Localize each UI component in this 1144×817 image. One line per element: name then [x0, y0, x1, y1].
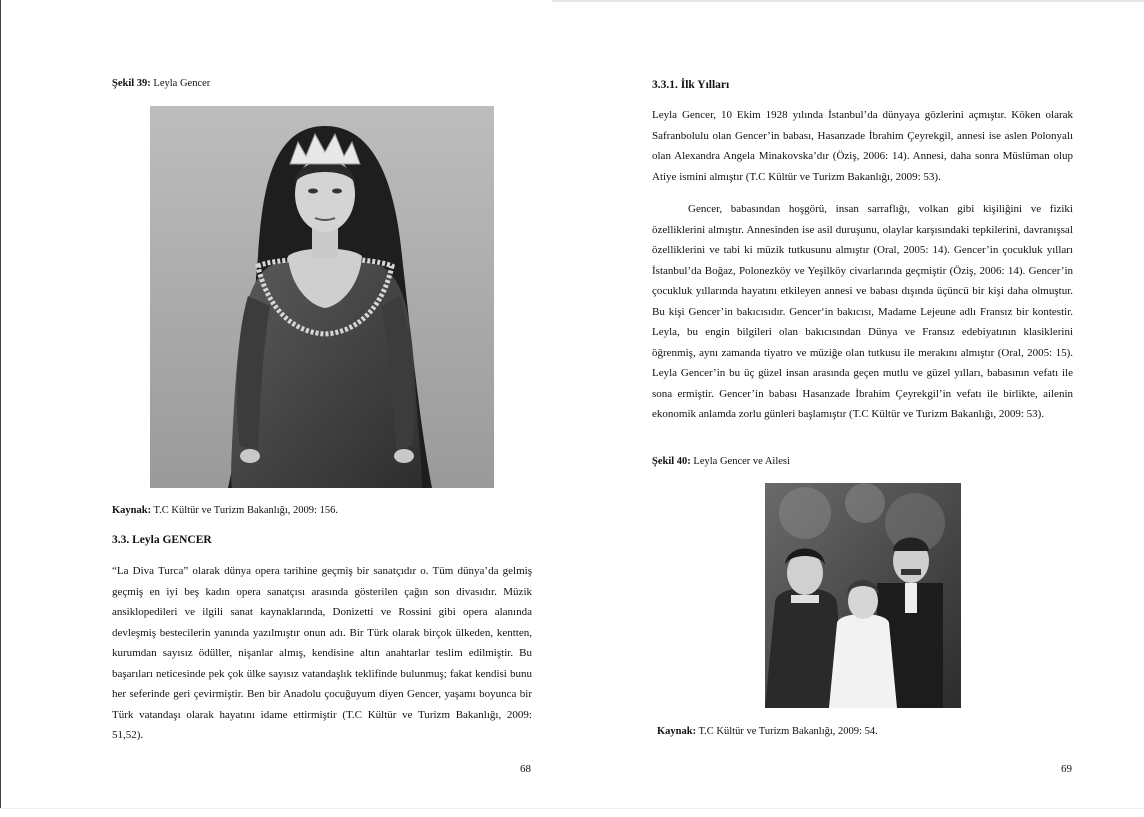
figure-40-label: Şekil 40: — [652, 456, 691, 467]
figure-39-source — [112, 504, 338, 518]
figure-40-title: Leyla Gencer ve Ailesi — [693, 456, 790, 467]
figure-40-caption — [652, 455, 790, 469]
figure-39-title: Leyla Gencer — [153, 78, 211, 89]
figure-39-portrait-photo — [150, 106, 494, 488]
page-number-right: 69 — [1061, 763, 1072, 775]
figure-40-source — [657, 725, 878, 739]
figure-39-label: Şekil 39: — [112, 78, 151, 89]
page-edge-left — [0, 0, 1, 808]
figure-39-source-label: Kaynak: — [112, 505, 152, 516]
left-paragraph: “La Diva Turca” olarak dünya opera tarihine geçmiş bir sanatçıdır o. Tüm dünya’da gelmiş geçmiş en iyi beş kadın opera sanatçısı arasında gösterilen çağın son divasıdır. Müzik ansiklopedileri ve ilgili sanat kaynaklarında, Donizetti ve Rossini gibi opera alanında devleşmiş bestecilerin yanında yazılmıştır onun adı. Bir Türk olarak birçok ülkeden, kentten, kurumdan sayısız ödüller, nişanlar almış, kendisine altın anahtarlar teslim edilmiştir. Bu başarıları neticesinde pek çok ülke sayısız vatandaşlık teklifinde bulunmuş; fakat kendisi bunu her seferinde geri çevirmiştir. Ben bir Anadolu çocuğuyum diyen Gencer, yaşamı boyunca bir Türk vatandaşı olarak hayatını idame ettirmiştir (T.C Kültür ve Turizm Bakanlığı, 2009: 51,52). — [112, 565, 532, 741]
right-body-text — [652, 105, 1073, 425]
figure-40-source-text: T.C Kültür ve Turizm Bakanlığı, 2009: 54. — [698, 726, 878, 737]
figure-40-family-photo — [765, 483, 961, 708]
figure-39-source-text: T.C Kültür ve Turizm Bakanlığı, 2009: 156. — [153, 505, 338, 516]
left-body-paragraph — [112, 561, 532, 746]
right-paragraph-2: Gencer, babasından hoşgörü, insan sarraflığı, volkan gibi kişiliğini ve fiziki özelliklerini almıştır. Annesinden ise asil duruşunu, olaylar karşısındaki tepkilerini, davranışsal özelliklerini ve tabi ki müzik tutkusunu almıştır (Oral, 2005: 14). Gencer’in çocukluk yılları İstanbul’da Boğaz, Polonezköy ve Yeşilköy civarlarında geçmiştir (Öziş, 2006: 14). Gencer’in çocukluk yıllarında hayatını etkileyen annesi ve babası dışında üçüncü bir kişi daha olmuştur. Bu kişi Gencer’in bakıcısıdır. Gencer‘in bakıcısı, Madame Lejeune adlı Fransız bir kontestir. Leyla, bu engin bilgileri olan bakıcısından Dünya ve Fransız edebiyatının klasiklerini öğrenmiş, aynı zamanda tiyatro ve müziğe olan tutkusu ile merakını almıştır (Oral, 2005: 15). Leyla Gencer’in bu üç güzel insan arasında geçen mutlu ve güzel yılları, babasının vefatı ile sona ermiştir. Gencer’in babası Hasanzade İbrahim Çeyrekgil’in vefatı ile birlikte, ailenin ekonomik anlamda zorlu günleri başlamıştır (T.C Kültür ve Turizm Bakanlığı, 2009: 53). — [652, 203, 1073, 420]
right-paragraph-1: Leyla Gencer, 10 Ekim 1928 yılında İstanbul’da dünyaya gözlerini açmıştır. Köken olarak Safranbolulu olan Gencer’in babası, Hasanzade İbrahim Çeyrekgil, annesi ise aslen Polonyalı olan Alexandra Angela Minakovska’dır (Öziş, 2006: 14). Annesi, daha sonra Müslüman olup Atiye ismini almıştır (T.C Kültür ve Turizm Bakanlığı, 2009: 53). — [652, 109, 1073, 183]
section-heading-3-3-1: 3.3.1. İlk Yılları — [652, 79, 730, 91]
figure-40-source-label: Kaynak: — [657, 726, 697, 737]
figure-39-caption — [112, 77, 210, 91]
page-number-left: 68 — [520, 763, 531, 775]
page-edge-top — [552, 0, 1144, 2]
page-edge-bottom — [0, 808, 1144, 809]
section-heading-3-3: 3.3. Leyla GENCER — [112, 534, 212, 546]
